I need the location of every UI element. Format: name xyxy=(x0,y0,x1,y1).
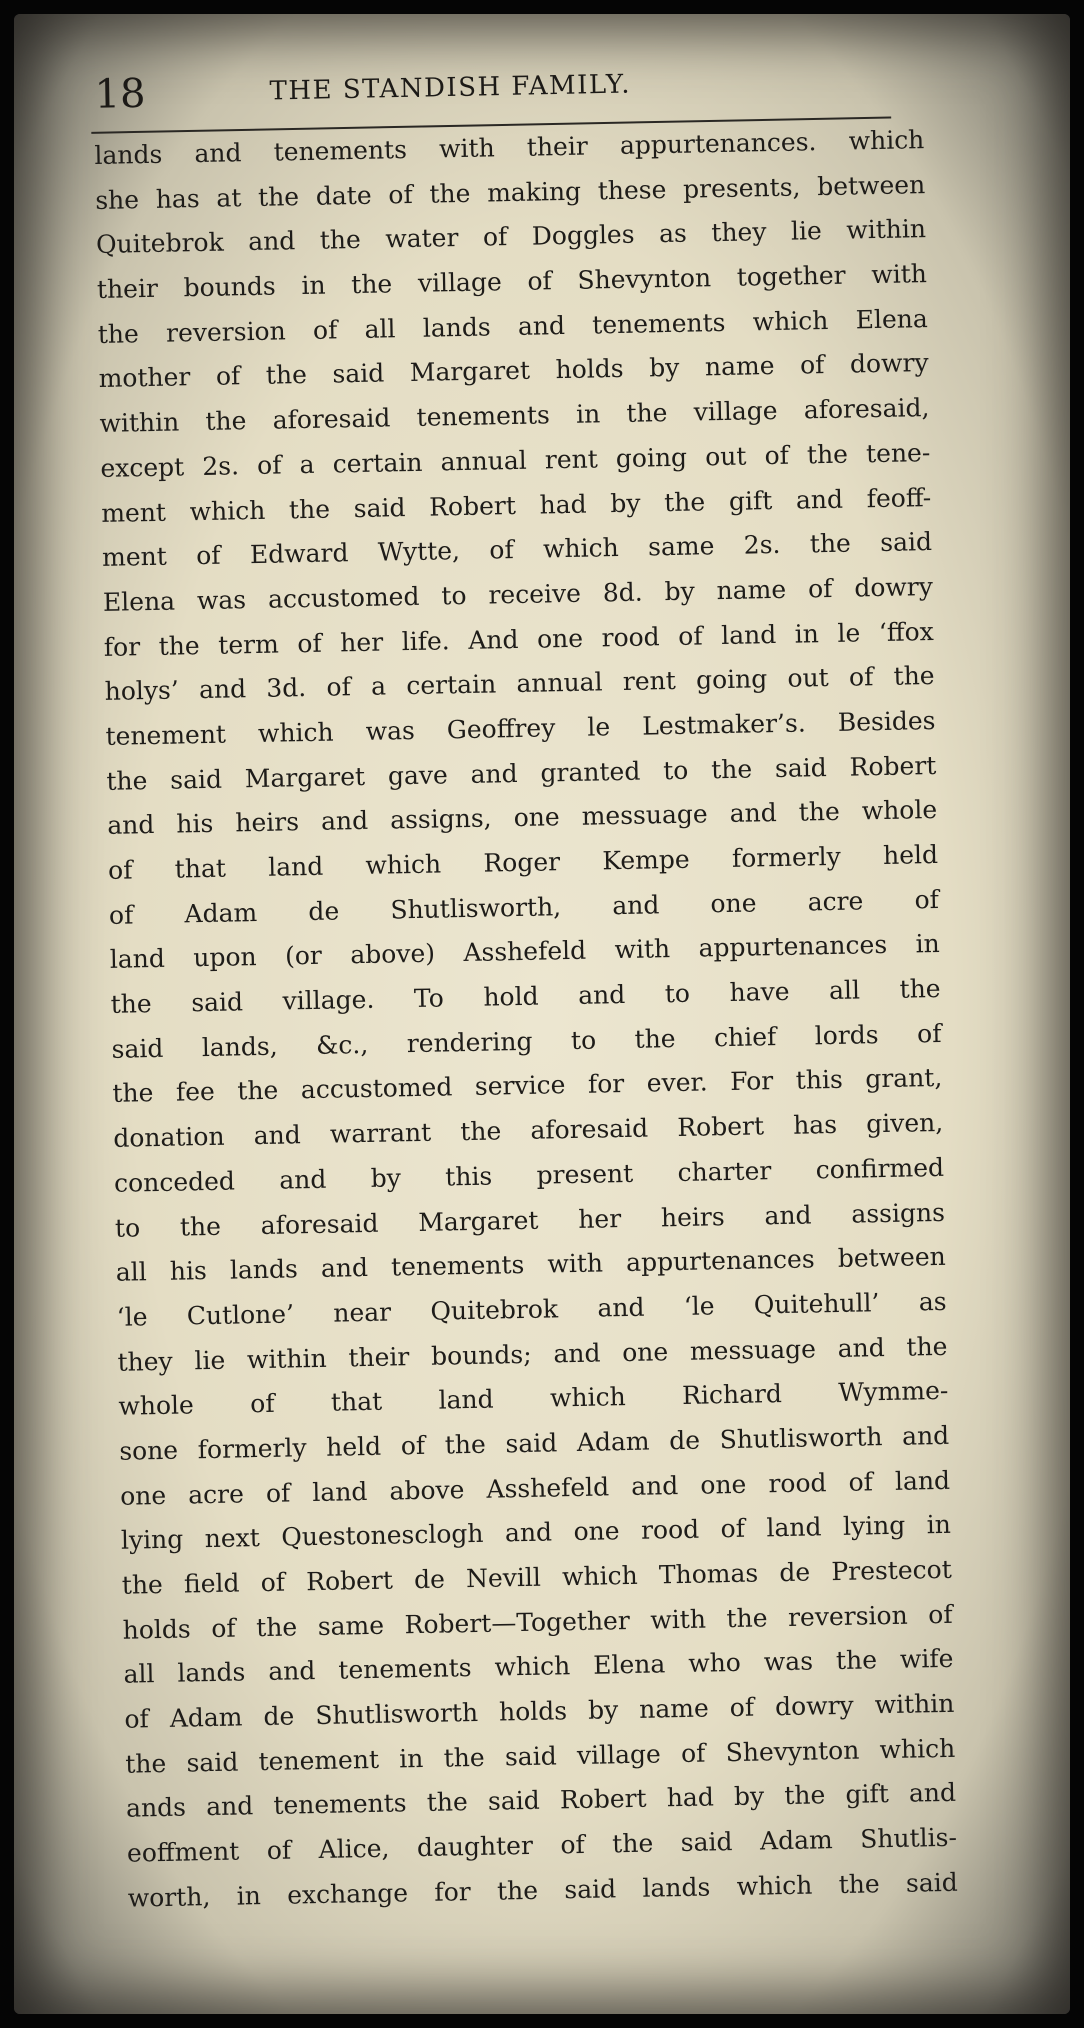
text-line: sone formerly held of the said Adam de Shutlisworth and xyxy=(119,1420,950,1466)
text-line: ‘le Cutlone’ near Quitebrok and ‘le Quitehull’ as xyxy=(116,1286,947,1332)
text-line: lying next Questonesclogh and one rood of land lying in xyxy=(120,1510,952,1556)
text-line: tenement which was Geoffrey le Lestmaker’s. Besides xyxy=(105,705,936,751)
text-line: mother of the said Margaret holds by name of dowry xyxy=(98,348,929,394)
text-line: to the aforesaid Margaret her heirs and assigns xyxy=(114,1197,946,1243)
text-line: whole of that land which Richard Wymme- xyxy=(118,1376,949,1422)
text-line: lands and tenements with their appurtenances. which xyxy=(94,125,925,170)
text-line: the fee the accustomed service for ever. For this grant, xyxy=(112,1063,943,1109)
text-line: of Adam de Shutlisworth holds by name of dowry within xyxy=(124,1688,955,1734)
text-line: Elena was accustomed to receive 8d. by name of dowry xyxy=(102,571,934,617)
text-line: land upon (or above) Asshefeld with appurtenances in xyxy=(109,929,940,975)
text-line: eoffment of Alice, daughter of the said Adam Shutlis- xyxy=(126,1822,958,1868)
text-line: holys’ and 3d. of a certain annual rent going out of the xyxy=(104,661,935,707)
text-line: conceded and by this present charter confirmed xyxy=(113,1152,945,1198)
text-line: their bounds in the village of Shevynton together with xyxy=(96,259,928,305)
text-line: within the aforesaid tenements in the village aforesaid, xyxy=(99,393,930,439)
text-line: the said Margaret gave and granted to the said Robert xyxy=(106,750,937,796)
running-head: THE STANDISH FAMILY. xyxy=(269,69,632,107)
page-header xyxy=(84,48,905,124)
text-line: said lands, &c., rendering to the chief lords of xyxy=(111,1018,942,1064)
text-line: except 2s. of a certain annual rent going out of the tene- xyxy=(100,437,931,483)
text-line: ands and tenements the said Robert had by the gift and xyxy=(125,1778,957,1824)
text-line: donation and warrant the aforesaid Robert has given, xyxy=(113,1108,944,1153)
text-line: of that land which Roger Kempe formerly held xyxy=(107,839,939,885)
text-line: holds of the same Robert—Together with the reversion of xyxy=(122,1599,953,1645)
text-line: and his heirs and assigns, one messuage and the whole xyxy=(107,795,938,841)
text-line: all his lands and tenements with appurtenances between xyxy=(115,1242,946,1287)
text-line: ment of Edward Wytte, of which same 2s. the said xyxy=(101,527,933,573)
text-line: the said village. To hold and to have all the xyxy=(110,973,941,1019)
text-line: the reversion of all lands and tenements which Elena xyxy=(97,303,928,349)
text-line: they lie within their bounds; and one messuage and the xyxy=(117,1331,948,1377)
text-line: worth, in exchange for the said lands which the said xyxy=(127,1867,958,1913)
book-page xyxy=(14,14,1070,2014)
text-line: ment which the said Robert had by the gift and feoff- xyxy=(100,482,932,528)
page-number: 18 xyxy=(94,70,146,118)
text-line: one acre of land above Asshefeld and one rood of land xyxy=(119,1465,951,1511)
text-line: all lands and tenements which Elena who was the wife xyxy=(123,1644,954,1690)
text-line: of Adam de Shutlisworth, and one acre of xyxy=(108,884,940,930)
text-line: she has at the date of the making these presents, between xyxy=(94,169,926,215)
text-line: Quitebrok and the water of Doggles as they lie within xyxy=(95,214,927,260)
text-line: the said tenement in the said village of Shevynton which xyxy=(125,1733,956,1779)
text-line: the field of Robert de Nevill which Thomas de Prestecot xyxy=(121,1554,952,1600)
body-text xyxy=(94,118,958,1921)
text-line: for the term of her life. And one rood of land in le ‘ffox xyxy=(103,616,934,662)
